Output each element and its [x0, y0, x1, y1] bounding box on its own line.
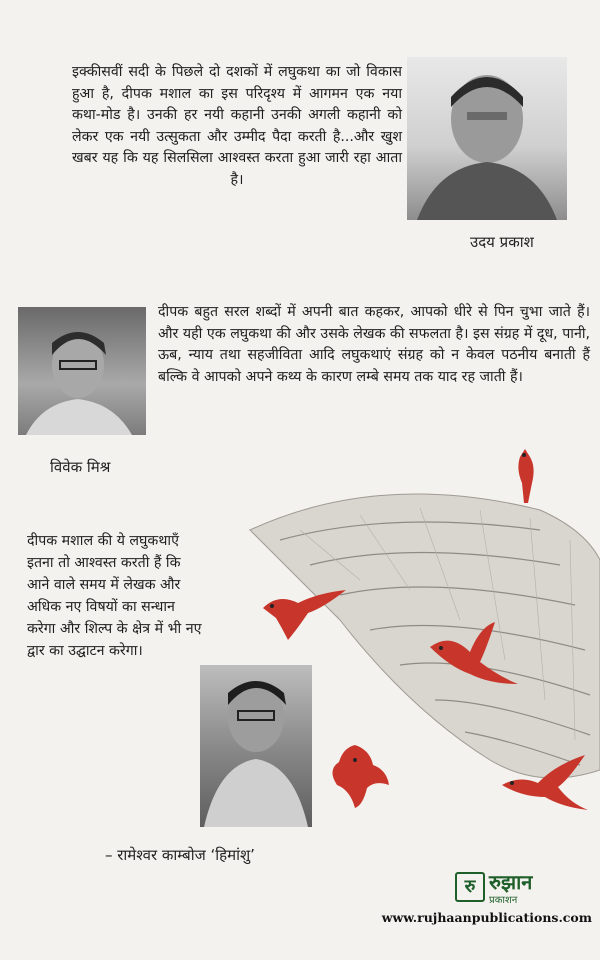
publisher-logo-subtitle: प्रकाशन: [489, 895, 518, 906]
publisher-website[interactable]: www.rujhaanpublications.com: [381, 910, 592, 925]
cardinal-bird-icon: [425, 622, 520, 690]
cardinal-bird-icon: [508, 445, 542, 505]
author-photo-rameshwar-kamboj: [200, 665, 312, 827]
author-name-rameshwar-kamboj: – रामेश्वर काम्बोज ‘हिमांशु’: [105, 846, 255, 864]
publisher-logo-icon: रु: [455, 872, 485, 902]
cardinal-bird-icon: [258, 588, 348, 643]
cardinal-bird-icon: [500, 755, 590, 813]
author-name-uday-prakash: उदय प्रकाश: [470, 233, 534, 251]
cardinal-bird-icon: [325, 740, 391, 810]
publisher-logo-name: रुझान: [489, 870, 533, 894]
quote-vivek-mishra: दीपक बहुत सरल शब्दों में अपनी बात कहकर, आपको धीरे से पिन चुभा जाते हैं। और यही एक लघुकथा की और उसके लेखक की सफलता है। इस संग्रह में दूध, पानी, ऊब, न्याय तथा सहजीविता आदि लघुकथाएं संग्रह को न केवल पठनीय बनाती हैं बल्कि वे आपको अपने कथ्य के कारण लम्बे समय तक याद रह जाती हैं।: [158, 304, 590, 385]
author-photo-vivek-mishra: [18, 307, 146, 435]
quote-uday-prakash: इक्कीसवीं सदी के पिछले दो दशकों में लघुकथा का जो विकास हुआ है, दीपक मशाल का इस परिदृश्य में आगमन एक नया कथा-मोड है। उनकी हर नयी कहानी उनकी अगली कहानी को लेकर एक नयी उत्सुकता और उम्मीद पैदा करती है...और खुश खबर यह कि यह सिलसिला आश्वस्त करता हुआ जारी रहा आता है।: [72, 64, 402, 188]
author-photo-uday-prakash: [407, 57, 567, 220]
author-name-vivek-mishra: विवेक मिश्र: [50, 458, 111, 476]
quote-rameshwar-kamboj: दीपक मशाल की ये लघुकथाएँ इतना तो आश्वस्त करती हैं कि आने वाले समय में लेखक और अधिक नए विषयों का सन्धान करेगा और शिल्प के क्षेत्र में भी नए द्वार का उद्घाटन करेगा।: [27, 533, 202, 659]
